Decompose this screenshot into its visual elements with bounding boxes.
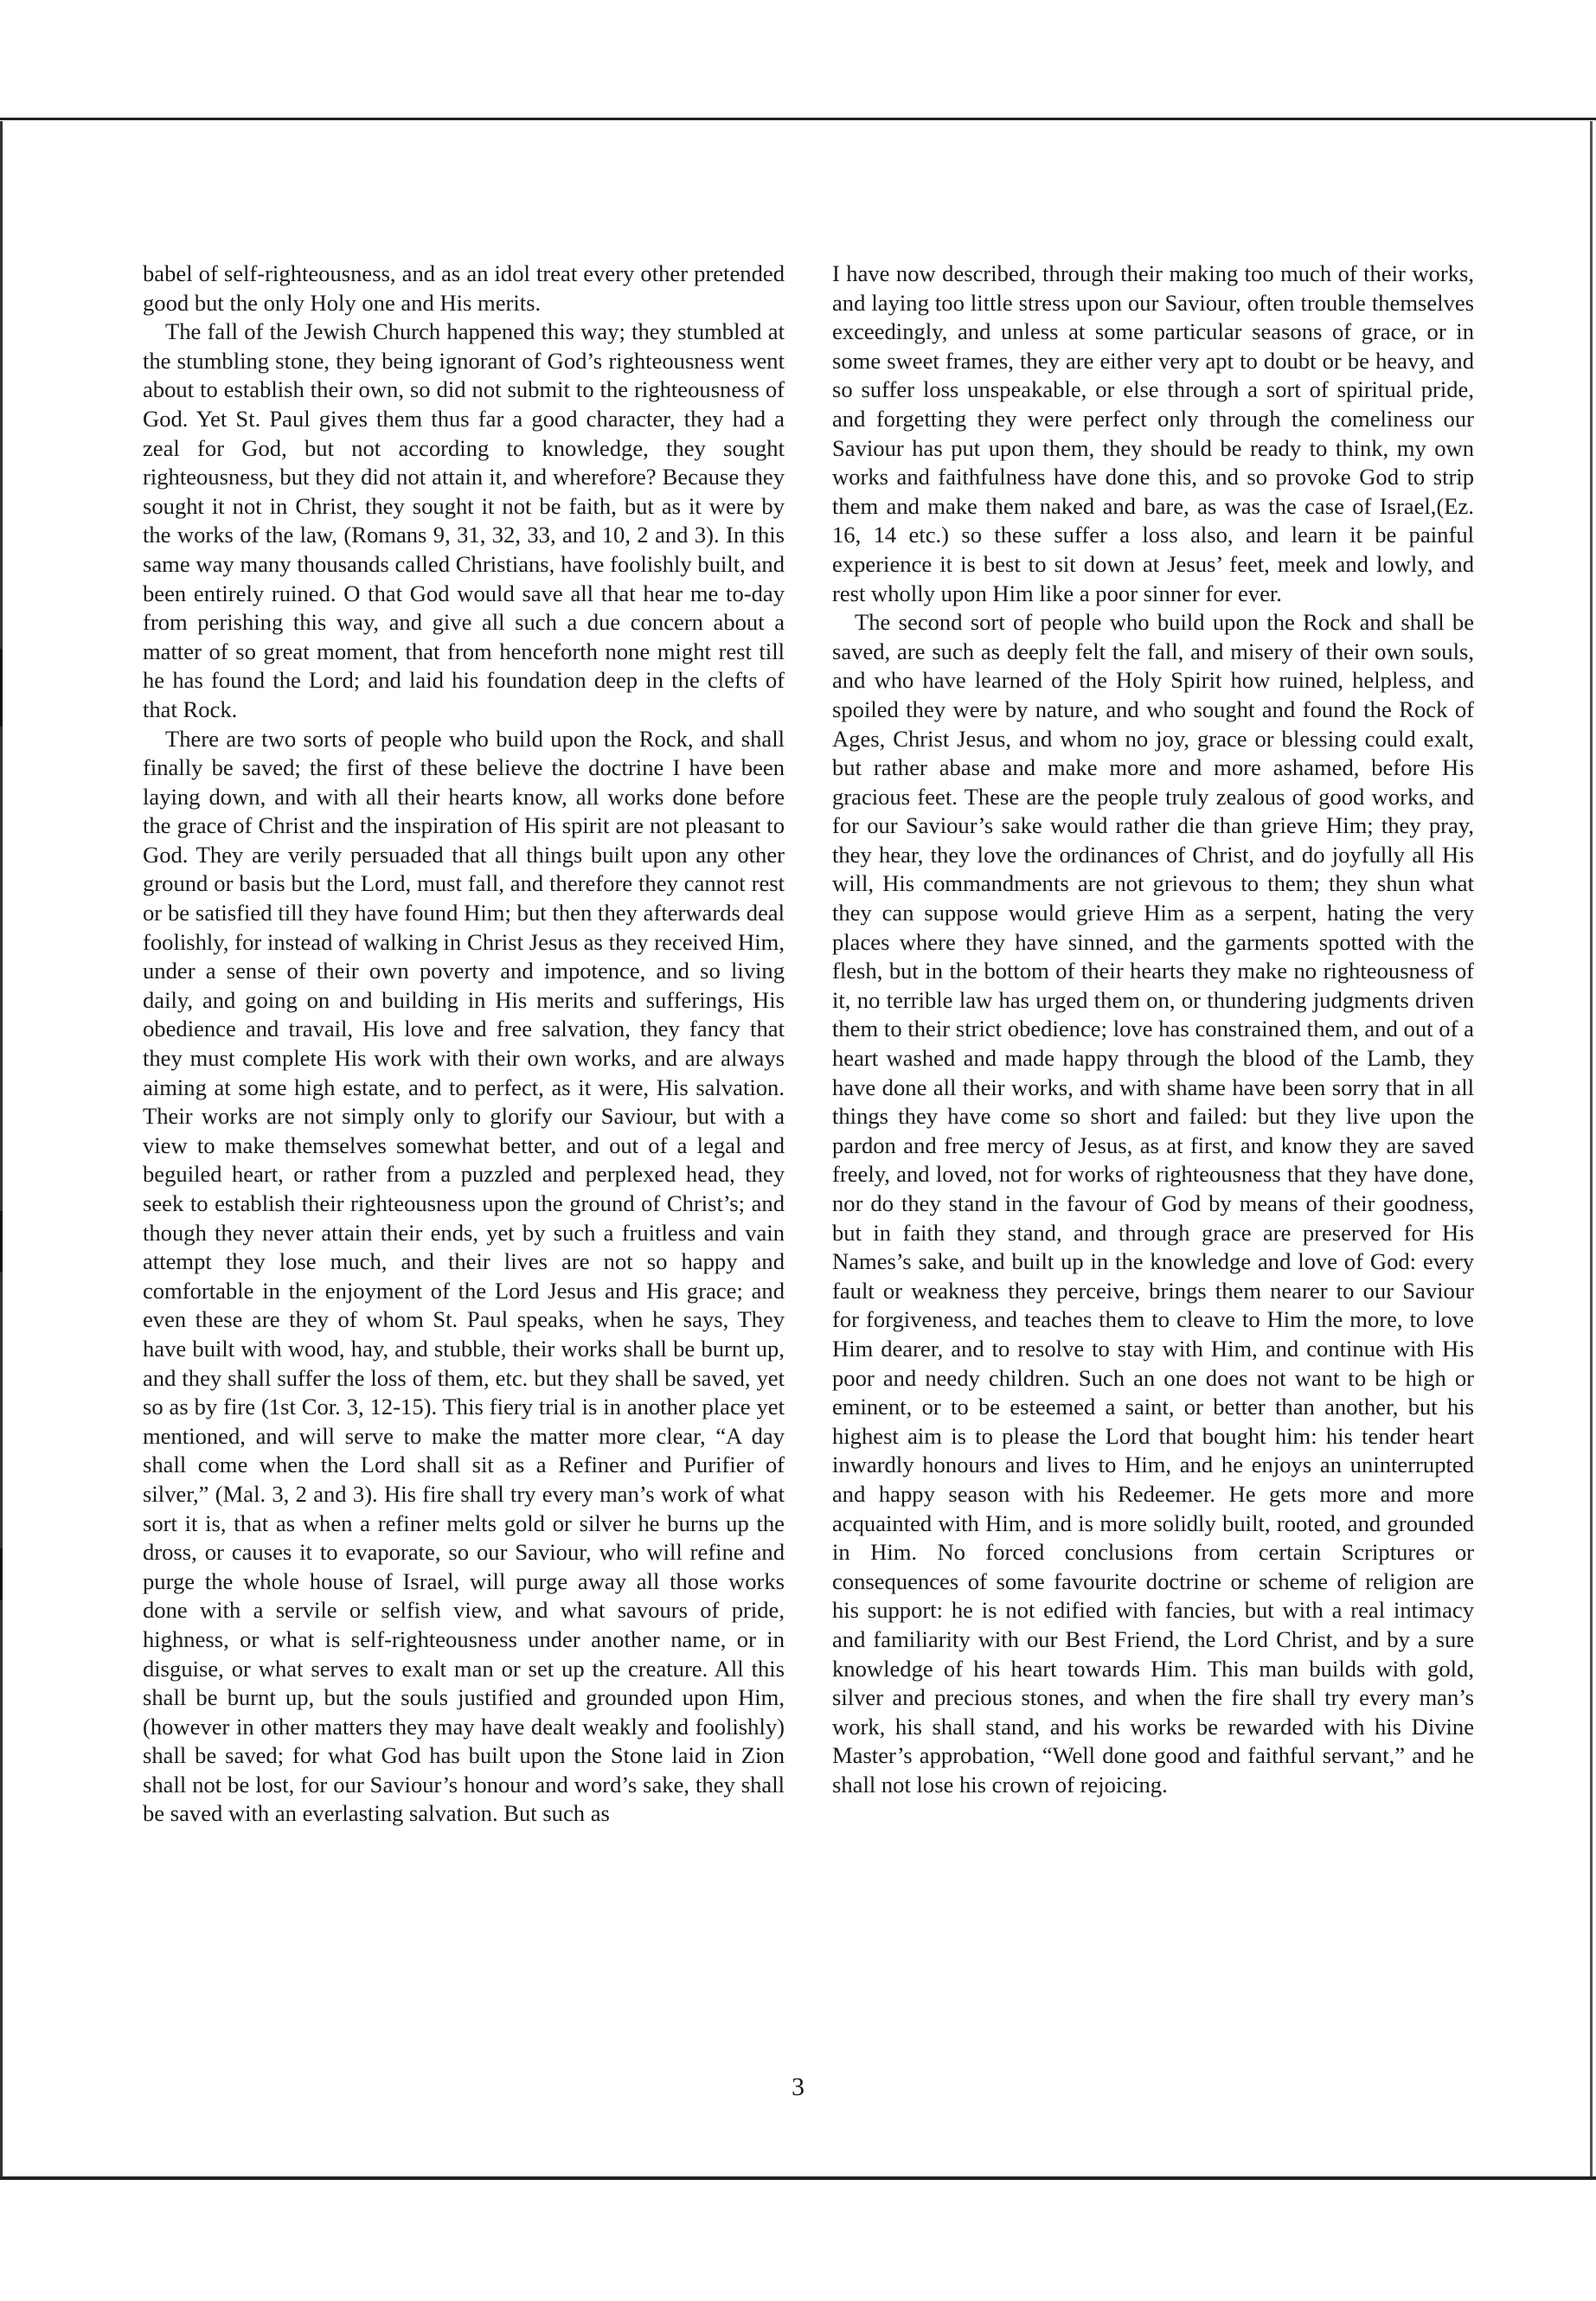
paragraph: I have now described, through their making too much of their works, and laying too little stress upon our Saviour, often trouble themselves exceedingly, and unless at some particular seasons of grace, or in some sweet frames, they are either very apt to doubt or be heavy, and so suffer loss unspeakable, or else through a sort of spiritual pride, and forgetting they were perfect only through the comeliness our Saviour has put upon them, they should be ready to think, my own works and faithfulness have done this, and so provoke God to strip them and make them naked and bare, as was the case of Israel,(Ez. 16, 14 etc.) so these suffer a loss also, and learn it be painful experience it is best to sit down at Jesus’ feet, meek and lowly, and rest wholly upon Him like a poor sinner for ever. xyxy=(832,260,1474,606)
left-edge-mark xyxy=(0,1548,3,1600)
paragraph: babel of self-righteousness, and as an idol treat every other pretended good but the only Holy one and His merits. xyxy=(143,260,785,316)
paragraph: The second sort of people who build upon the Rock and shall be saved, are such as deeply felt the fall, and misery of their own souls, and who have learned of the Holy Spirit how ruined, helpless, and spoiled they were by nature, and who sought and found the Rock of Ages, Christ Jesus, and whom no joy, grace or blessing could exalt, but rather abase and make more and more ashamed, before His gracious feet. These are the people truly zealous of good works, and for our Saviour’s sake would rather die than grieve Him; they pray, they hear, they love the ordinances of Christ, and do joyfully all His will, His commandments are not grievous to them; they shun what they can suppose would grieve Him as a serpent, hating the very places where they have sinned, and the garments spotted with the flesh, but in the bottom of their hearts they make no righteousness of it, no terrible law has urged them on, or thundering judgments driven them to their strict obedience; love has constrained them, and out of a heart washed and made happy through the blood of the Lamb, they have done all their works, and with shame have been sorry that in all things they have come so short and failed: but they live upon the pardon and free mercy of Jesus, as at first, and know they are saved freely, and loved, not for works of righteousness that they have done, nor do they stand in the favour of God by means of their goodness, but in faith they stand, and through grace are preserved for His Names’s sake, and built up in the knowledge and love of God: every fault or weakness they perceive, brings them nearer to our Saviour for forgiveness, and teaches them to cleave to Him the more, to love Him dearer, and to resolve to stay with Him, and continue with His poor and needy children. Such an one does not want to be high or eminent, or to be esteemed a saint, or better than another, but his highest aim is to please the Lord that bought him: his tender heart inwardly honours and lives to Him, and he enjoys an uninterrupted and happy season with his Redeemer. He gets more and more acquainted with Him, and is more solidly built, rooted, and grounded in Him. No forced conclusions from certain Scriptures or consequences of some favourite doctrine or scheme of religion are his support: he is not edified with fancies, but with a real intimacy and familiarity with our Best Friend, the Lord Christ, and by a sure knowledge of his heart towards Him. This man builds with gold, silver and precious stones, and when the fire shall try every man’s work, his shall stand, and his works be rewarded with his Divine Master’s approbation, “Well done good and faithful servant,” and he shall not lose his crown of rejoicing. xyxy=(832,609,1474,1798)
left-text-column xyxy=(143,260,785,1829)
paragraph: The fall of the Jewish Church happened this way; they stumbled at the stumbling stone, they being ignorant of God’s righteousness went about to establish their own, so did not submit to the righteousness of God. Yet St. Paul gives them thus far a good character, they had a zeal for God, but not according to knowledge, they sought righteousness, but they did not attain it, and wherefore? Because they sought it not in Christ, they sought it not be faith, but as it were by the works of the law, (Romans 9, 31, 32, 33, and 10, 2 and 3). In this same way many thousands called Christians, have foolishly built, and been entirely ruined. O that God would save all that hear me to-day from perishing this way, and give all such a due concern about a matter of so great moment, that from henceforth none might rest till he has found the Lord; and laid his foundation deep in the clefts of that Rock. xyxy=(143,318,785,722)
bottom-page-border xyxy=(0,2176,1596,2180)
left-page-border xyxy=(0,121,3,2176)
paragraph: There are two sorts of people who build upon the Rock, and shall finally be saved; the first of these believe the doctrine I have been laying down, and with all their hearts know, all works done before the grace of Christ and the inspiration of His spirit are not pleasant to God. They are verily persuaded that all things built upon any other ground or basis but the Lord, must fall, and therefore they cannot rest or be satisfied till they have found Him; but then they afterwards deal foolishly, for instead of walking in Christ Jesus as they received Him, under a sense of their own poverty and impotence, and so living daily, and going on and building in His merits and sufferings, His obedience and travail, His love and free salvation, they fancy that they must complete His work with their own works, and are always aiming at some high estate, and to perfect, as it were, His salvation. Their works are not simply only to glorify our Saviour, but with a view to make themselves somewhat better, and out of a legal and beguiled heart, or rather from a puzzled and perplexed head, they seek to establish their righteousness upon the ground of Christ’s; and though they never attain their ends, yet by such a fruitless and vain attempt they lose much, and their lives are not so happy and comfortable in the enjoyment of the Lord Jesus and His grace; and even these are they of whom St. Paul speaks, when he says, They have built with wood, hay, and stubble, their works shall be burnt up, and they shall suffer the loss of them, etc. but they shall be saved, yet so as by fire (1st Cor. 3, 12-15). This fiery trial is in another place yet mentioned, and will serve to make the matter more clear, “A day shall come when the Lord shall sit as a Refiner and Purifier of silver,” (Mal. 3, 2 and 3). His fire shall try every man’s work of what sort it is, that as when a refiner melts gold or silver he burns up the dross, or causes it to evaporate, so our Saviour, who will refine and purge the whole house of Israel, will purge away all those works done with a servile or selfish view, and what savours of pride, highness, or what is self-righteousness under another name, or in disguise, or what serves to exalt man or set up the creature. All this shall be burnt up, but the souls justified and grounded upon Him, (however in other matters they may have dealt weakly and foolishly) shall be saved; for what God has built upon the Stone laid in Zion shall not be lost, for our Saviour’s honour and word’s sake, they shall be saved with an everlasting salvation. But such as xyxy=(143,725,785,1827)
right-page-border xyxy=(1590,121,1593,2176)
top-page-border xyxy=(0,118,1596,120)
right-text-column xyxy=(832,260,1474,1799)
left-edge-mark xyxy=(0,1211,3,1272)
left-edge-mark xyxy=(0,649,3,727)
page-number: 3 xyxy=(792,2073,804,2101)
